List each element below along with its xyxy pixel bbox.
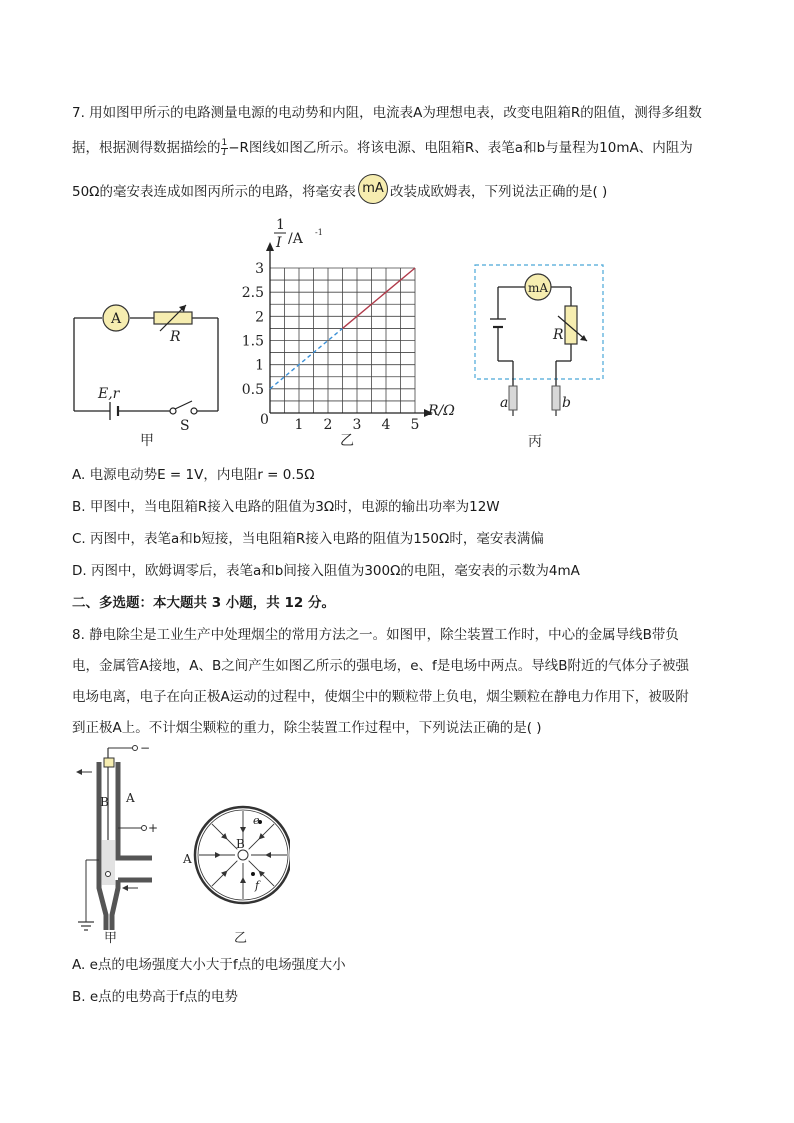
label-b: B: [100, 795, 109, 809]
q7-line-1: 7. 用如图甲所示的电路测量电源的电动势和内阻，电流表A为理想电表，改变电阻箱R的阻值，测得多组数: [72, 105, 702, 121]
y-label-unit: /A: [288, 231, 303, 247]
q7-line-3-post: 改装成欧姆表，下列说法正确的是( ): [390, 184, 608, 200]
data-line-segment-1: [270, 328, 343, 388]
milliammeter-icon: mA: [358, 174, 388, 204]
fig-jia-caption: 甲: [104, 931, 118, 945]
y-label-numerator: 1: [276, 217, 285, 233]
q7-line-2-pre: 据，根据测得数据描绘的: [72, 140, 221, 156]
field-arrow-icon: [240, 877, 246, 883]
q8-option-a: A. e点的电场强度大小大于f点的电场强度大小: [72, 957, 346, 973]
y-label-denominator: I: [276, 235, 282, 251]
x-axis-label: R/Ω: [428, 403, 455, 419]
probe-a-icon: [509, 386, 517, 410]
x-tick-label: 4: [381, 417, 391, 433]
x-tick-label: 2: [323, 417, 333, 433]
fig-yi-caption: 乙: [234, 931, 248, 946]
probe-b-label: b: [562, 395, 571, 411]
field-arrow-icon: [265, 852, 271, 858]
fig-bing-caption: 丙: [528, 434, 542, 450]
fig-jia-caption: 甲: [140, 433, 154, 449]
q8-option-b: B. e点的电势高于f点的电势: [72, 989, 238, 1005]
resistor-label: R: [553, 327, 564, 343]
arrow-left-icon: [76, 769, 82, 775]
y-tick-label: 2: [255, 309, 264, 326]
variable-resistor-icon: [565, 306, 577, 344]
q8-line-3: 电场电离，电子在向正极A运动的过程中，使烟尘中的颗粒带上负电，烟尘颗粒在静电力作用下，被吸附: [72, 689, 689, 705]
q7-line-3: [72, 180, 607, 204]
y-label-exponent: -1: [315, 228, 323, 237]
y-axis-arrow-icon: [266, 242, 274, 251]
resistor-label: R: [170, 329, 181, 345]
fig-graph-yi: [240, 215, 470, 455]
y-tick-label: 2.5: [241, 285, 264, 302]
q7-option-b: B. 甲图中，当电阻箱R接入电路的阻值为3Ω时，电源的输出功率为12W: [72, 499, 500, 515]
q8-line-4: 到正极A上。不计烟尘颗粒的重力，除尘装置工作过程中，下列说法正确的是( ): [72, 720, 542, 736]
field-arrow-icon: [240, 827, 246, 833]
fig-circuit-jia: [60, 295, 230, 455]
q8-line-1: 8. 静电除尘是工业生产中处理烟尘的常用方法之一。如图甲，除尘装置工作时，中心的金属导线B带负: [72, 627, 679, 643]
label-b: B: [236, 837, 245, 851]
label-e: e: [253, 814, 260, 827]
probe-b-icon: [552, 386, 560, 410]
field-arrow-icon: [215, 852, 221, 858]
meter-label: mA: [527, 281, 549, 295]
arrow-left-icon: [122, 885, 128, 891]
point-f: [251, 872, 255, 876]
plus-label: +: [148, 821, 159, 835]
x-tick-label: 5: [410, 417, 420, 433]
q7-option-c: C. 丙图中，表笔a和b短接，当电阻箱R接入电路的阻值为150Ω时，毫安表满偏: [72, 531, 544, 547]
minus-label: −: [140, 741, 151, 755]
q7-option-a: A. 电源电动势E = 1V，内电阻r = 0.5Ω: [72, 467, 315, 483]
probe-a-label: a: [500, 395, 509, 411]
ammeter-label: A: [110, 311, 122, 327]
y-tick-label: 0.5: [241, 381, 264, 398]
q7-option-d: D. 丙图中，欧姆调零后，表笔a和b间接入阻值为300Ω的电阻，毫安表的示数为4mA: [72, 563, 580, 579]
y-tick-label: 1: [255, 357, 264, 374]
q7-line-2-post: −R图线如图乙所示。将该电源、电阻箱R、表笔a和b与量程为10mA、内阻为: [228, 140, 693, 156]
y-tick-label: 1.5: [241, 333, 264, 350]
label-a: A: [126, 791, 135, 805]
switch-label: S: [180, 418, 190, 434]
label-a: A: [183, 852, 192, 866]
data-line-segment-2: [343, 268, 416, 328]
x-tick-label: 1: [294, 417, 304, 433]
x-tick-label: 3: [352, 417, 362, 433]
q8-line-2: 电，金属管A接地，A、B之间产生如图乙所示的强电场，e、f是电场中两点。导线B附近的气体分子被强: [72, 658, 690, 674]
section-header: 二、多选题：本大题共 3 小题，共 12 分。: [72, 595, 335, 611]
inverse-current-fraction: $\frac{1}{I}$: [221, 137, 228, 158]
q7-line-2: [72, 138, 693, 158]
source-label: E,r: [98, 386, 120, 402]
fig-yi-caption: 乙: [340, 433, 354, 449]
label-f: f: [255, 879, 260, 892]
origin-label: 0: [260, 412, 269, 428]
fig-ohmmeter-bing: [470, 260, 615, 455]
y-tick-label: 3: [255, 261, 264, 277]
fig-field-yi: [180, 790, 290, 950]
q7-line-3-pre: 50Ω的毫安表连成如图丙所示的电路，将毫安表: [72, 184, 356, 200]
fig-precipitator-jia: [66, 740, 166, 945]
